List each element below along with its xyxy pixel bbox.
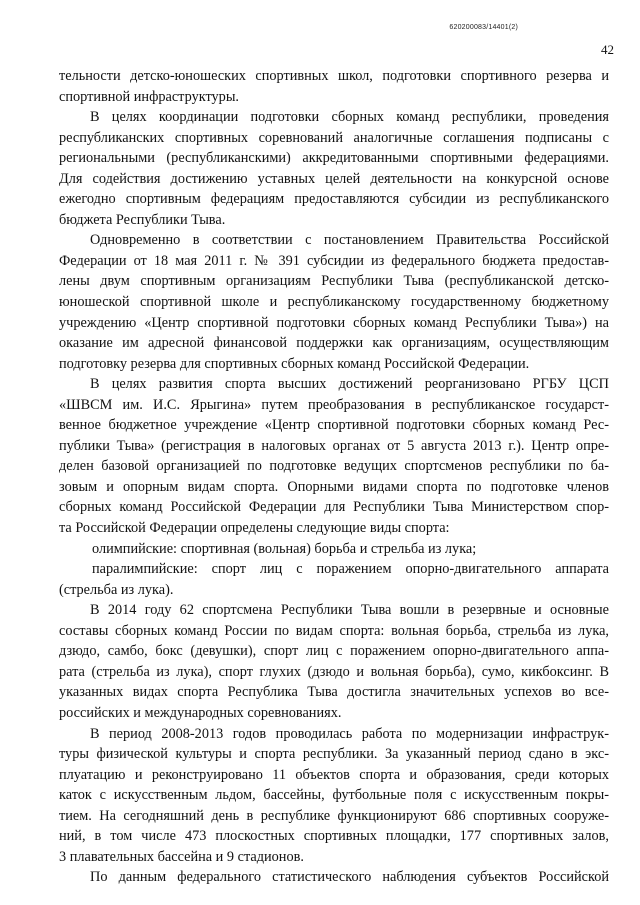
- page-number: 42: [601, 42, 614, 57]
- paragraph: [59, 724, 609, 868]
- text-line: подготовку резерва для спортивных сборных команд Российской Федерации.: [59, 355, 530, 372]
- text-line: рата (стрельба из лука), спорт глухих (дзюдо и вольная борьба), сумо, кикбоксинг. В: [59, 663, 609, 680]
- text-line: российских и международных соревнованиях.: [59, 704, 342, 721]
- text-line: делен базовой организацией по подготовке ведущих спортсменов республики по ба-: [59, 458, 609, 475]
- paragraph: [59, 559, 609, 600]
- text-line: публики Тыва» (регистрация в налоговых органах от 5 августа 2013 г.). Центр опре-: [59, 437, 609, 454]
- text-line: тельности детско-юношеских спортивных школ, подготовки спортивного резерва и: [59, 68, 609, 84]
- text-line: дзюдо, самбо, бокс (девушки), спорт лиц с поражением опорно-двигательного аппа-: [59, 643, 609, 660]
- text-line: В период 2008-2013 годов проводилась работа по модернизации инфраструк-: [90, 725, 609, 742]
- text-line: Для содействия достижению уставных целей деятельности на конкурсной основе: [59, 170, 609, 187]
- text-line: указанных видах спорта Республика Тыва достигла значительных успехов во все-: [59, 684, 609, 701]
- document-code: 620200083/14401(2): [449, 24, 518, 31]
- text-line: (стрельба из лука).: [59, 581, 174, 598]
- text-line: В целях координации подготовки сборных команд республики, проведения: [90, 109, 609, 126]
- text-line: В целях развития спорта высших достижений реорганизовано РГБУ ЦСП: [90, 376, 609, 393]
- text-line: плуатацию и реконструировано 11 объектов спорта и образования, среди которых: [59, 766, 609, 783]
- paragraph: [59, 600, 609, 723]
- text-line: туры физической культуры и спорта республики. За указанный период сдано в экс-: [59, 746, 609, 763]
- text-line: тием. На сегодняшний день в республике функционируют 686 спортивных сооруже-: [59, 807, 609, 824]
- text-line: спортивной инфраструктуры.: [59, 88, 240, 105]
- text-line: Одновременно в соответствии с постановлением Правительства Российской: [90, 232, 609, 249]
- paragraph: [59, 66, 609, 107]
- text-line: оказание им адресной финансовой поддержки как организациям, осуществляющим: [59, 335, 609, 352]
- text-line: лены двум спортивным организациям Республики Тыва (республиканской детско-: [59, 273, 609, 290]
- paragraph: [59, 374, 609, 538]
- text-line: Федерации от 18 мая 2011 г. № 391 субсидии из федерального бюджета предостав-: [59, 252, 609, 269]
- text-line: олимпийские: спортивная (вольная) борьба и стрельба из лука;: [92, 540, 477, 557]
- text-line: юношеской спортивной школе и республиканскому государственному бюджетному: [59, 294, 609, 311]
- text-line: 3 плавательных бассейна и 9 стадионов.: [59, 848, 304, 865]
- text-line: бюджета Республики Тыва.: [59, 211, 226, 228]
- text-line: учреждению «Центр спортивной подготовки сборных команд Республики Тыва») на: [59, 314, 609, 331]
- text-line: составы сборных команд России по видам спорта: вольная борьба, стрельба из лука,: [59, 622, 609, 639]
- text-line: та Российской Федерации определены следующие виды спорта:: [59, 520, 450, 537]
- text-line: каток с искусственным льдом, бассейны, футбольные поля с искусственным покры-: [59, 787, 609, 804]
- paragraph: [59, 867, 609, 888]
- text-line: В 2014 году 62 спортсмена Республики Тыва вошли в резервные и основные: [90, 602, 609, 619]
- body-text: [59, 66, 609, 888]
- paragraph: [59, 107, 609, 230]
- text-line: сборных команд Российской Федерации для Республики Тыва Министерством спор-: [59, 499, 609, 516]
- text-line: ний, в том числе 473 плоскостных спортивных площадки, 177 спортивных залов,: [59, 828, 609, 845]
- text-line: По данным федерального статистического наблюдения субъектов Российской: [90, 869, 609, 886]
- text-line: региональными (республиканскими) аккредитованными спортивными федерациями.: [59, 150, 609, 167]
- text-line: венное бюджетное учреждение «Центр спортивной подготовки сборных команд Рес-: [59, 417, 609, 434]
- text-line: ежегодно спортивным федерациям предоставляются субсидии из республиканского: [59, 191, 609, 208]
- text-line: паралимпийские: спорт лиц с поражением опорно-двигательного аппарата: [92, 561, 609, 578]
- paragraph: [59, 230, 609, 374]
- text-line: республиканских спортивных соревнований аналогичные соглашения подписаны с: [59, 129, 609, 146]
- text-line: «ШВСМ им. И.С. Ярыгина» путем преобразования в республиканское государст-: [59, 396, 609, 413]
- text-line: зовым и опорным видам спорта. Опорными видами спорта по подготовке членов: [59, 478, 609, 495]
- paragraph: [59, 539, 609, 560]
